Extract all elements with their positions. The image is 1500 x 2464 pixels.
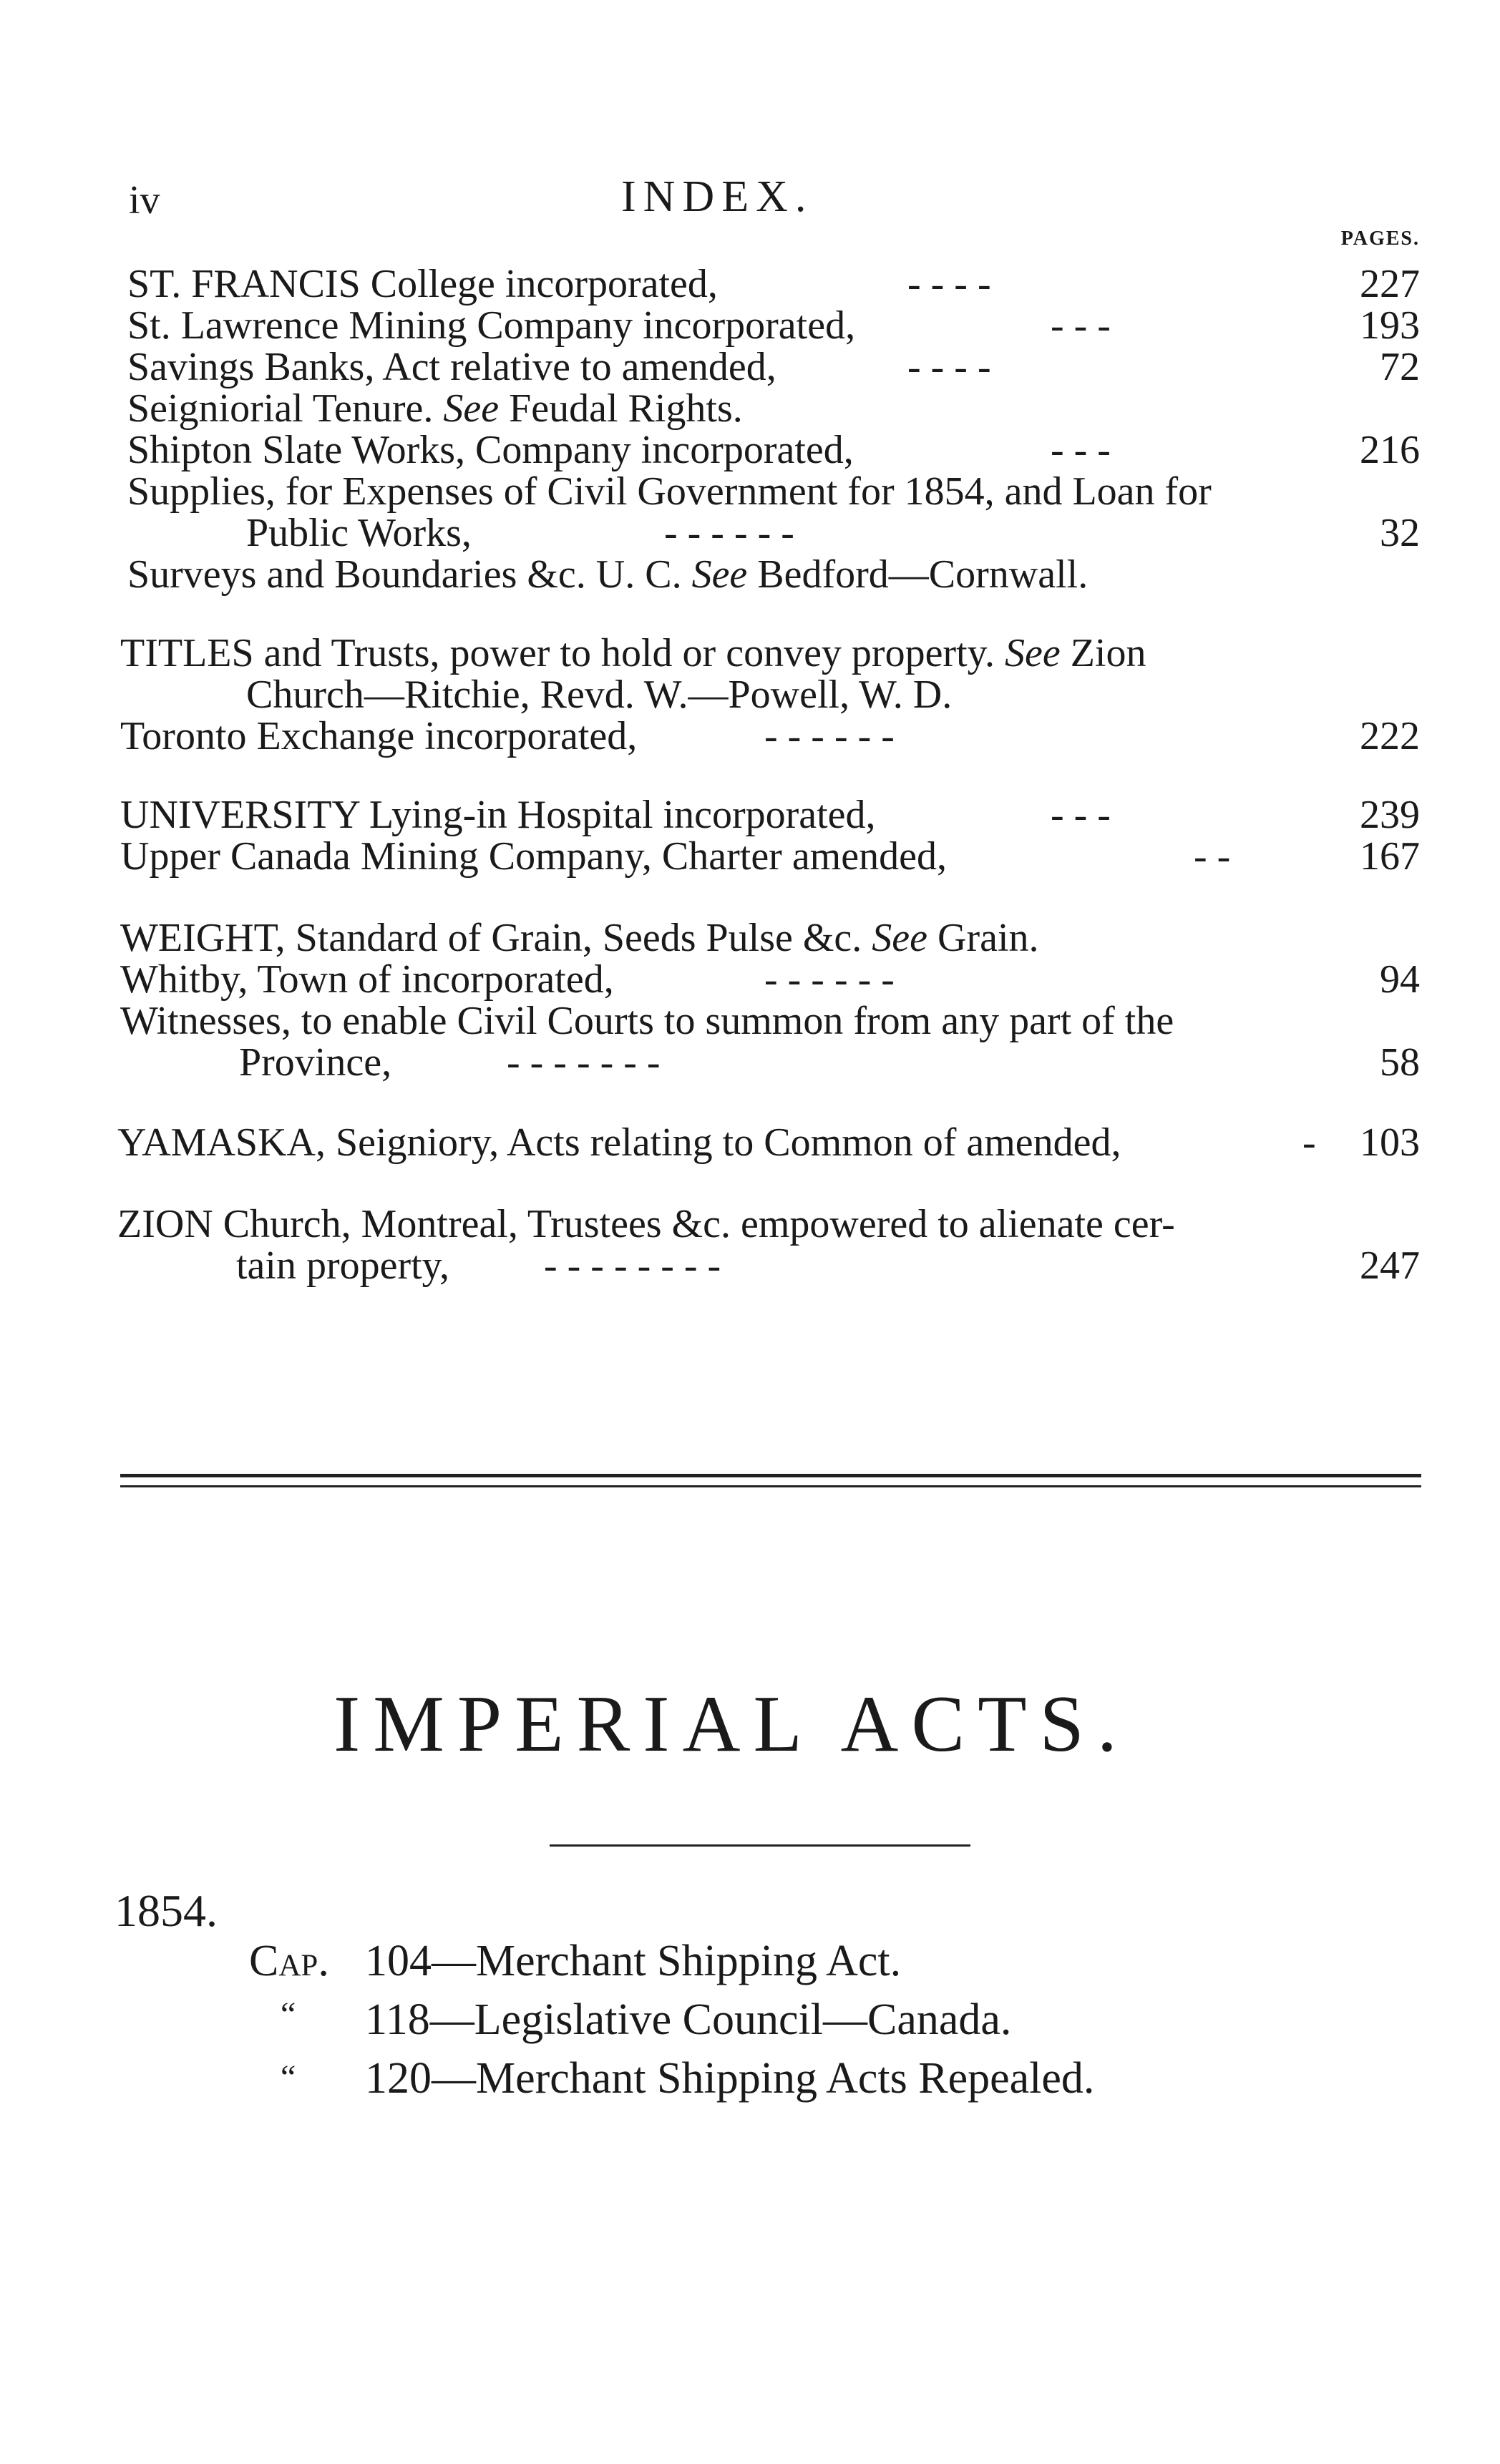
entry-continuation: Public Works,: [246, 511, 472, 555]
entry-text: Shipton Slate Works, Company incorporated,: [127, 428, 854, 472]
entry-text: Toronto Exchange incorporated,: [120, 714, 638, 758]
entry-continuation: Church—Ritchie, Revd. W.—Powell, W. D.: [246, 673, 953, 717]
double-rule-top: [120, 1474, 1421, 1477]
cap-entry: 104—Merchant Shipping Act.: [365, 1937, 902, 1985]
leader-dashes: - - - - - -: [764, 714, 895, 758]
leader-dashes: - - -: [1051, 428, 1111, 472]
page-ref: 32: [1380, 511, 1420, 555]
cross-reference: Bedford—Cornwall.: [747, 552, 1089, 597]
section-divider: [550, 1844, 970, 1847]
index-entry: [127, 388, 743, 429]
entry-text: Supplies, for Expenses of Civil Government for 1854, and Loan for: [127, 469, 1212, 514]
double-rule-bottom: [120, 1485, 1421, 1487]
index-entry: [120, 917, 1039, 959]
entry-text: ZION Church, Montreal, Trustees &c. empowered to alienate cer-: [117, 1202, 1175, 1246]
leader-dashes: - - - - - - -: [507, 1040, 661, 1085]
entry-text: Witnesses, to enable Civil Courts to summon from any part of the: [120, 999, 1174, 1043]
page-ref: 216: [1360, 428, 1420, 472]
page-ref: 193: [1360, 303, 1420, 348]
leader-dashes: - - -: [1051, 793, 1111, 837]
entry-text: WEIGHT, Standard of Grain, Seeds Pulse &c.: [120, 916, 872, 960]
page-ref: 72: [1380, 345, 1420, 389]
entry-text: Savings Banks, Act relative to amended,: [127, 345, 776, 389]
section-title: IMPERIAL ACTS.: [333, 1680, 1130, 1769]
entry-text: ST. FRANCIS College incorporated,: [127, 262, 718, 306]
ditto-mark: “: [281, 2058, 296, 2096]
year-label: 1854.: [115, 1885, 218, 1936]
leader-dashes: - - - - - -: [664, 511, 794, 555]
leader-dashes: - - - - - - - -: [544, 1243, 721, 1288]
entry-text: Surveys and Boundaries &c. U. C.: [127, 552, 692, 597]
leader-dashes: - - - -: [907, 262, 991, 306]
pages-column-label: PAGES.: [1340, 228, 1420, 250]
entry-text: Whitby, Town of incorporated,: [120, 957, 614, 1002]
index-entry: [127, 554, 1088, 595]
cross-reference: Grain.: [927, 916, 1039, 960]
entry-text: UNIVERSITY Lying-in Hospital incorporated,: [120, 793, 876, 837]
entry-continuation: Province,: [239, 1040, 392, 1085]
entry-text: YAMASKA, Seigniory, Acts relating to Common of amended,: [117, 1120, 1121, 1165]
leader-dashes: - - -: [1051, 303, 1111, 348]
page-ref: 247: [1360, 1243, 1420, 1288]
page-number: iv: [129, 178, 160, 223]
leader-dashes: - - - - - -: [764, 957, 895, 1002]
see-reference: See: [872, 916, 927, 960]
cap-entry: 120—Merchant Shipping Acts Repealed.: [365, 2054, 1095, 2103]
cross-reference: Zion: [1060, 631, 1146, 675]
ditto-mark: “: [281, 1995, 296, 2033]
page-title: INDEX.: [621, 172, 814, 221]
leader-dashes: -: [1302, 1120, 1316, 1165]
entry-text: Upper Canada Mining Company, Charter amended,: [120, 834, 947, 879]
see-reference: See: [691, 552, 748, 597]
see-reference: See: [1005, 631, 1061, 675]
page-ref: 58: [1380, 1040, 1420, 1085]
entry-text: Seigniorial Tenure.: [127, 386, 444, 431]
leader-dashes: - -: [1194, 834, 1231, 879]
cross-reference: Feudal Rights.: [499, 386, 743, 431]
page-ref: 167: [1360, 834, 1420, 879]
page-ref: 239: [1360, 793, 1420, 837]
cap-prefix: [249, 1936, 329, 1987]
page-ref: 103: [1360, 1120, 1420, 1165]
entry-continuation: tain property,: [236, 1243, 450, 1288]
cap-entry: 118—Legislative Council—Canada.: [365, 1995, 1012, 2044]
page-ref: 94: [1380, 957, 1420, 1002]
entry-text: [120, 632, 1146, 674]
page-ref: 227: [1360, 262, 1420, 306]
entry-text-part: TITLES and Trusts, power to hold or convey property.: [120, 631, 1005, 675]
leader-dashes: - - - -: [907, 345, 991, 389]
entry-text: St. Lawrence Mining Company incorporated,: [127, 303, 856, 348]
see-reference: See: [443, 386, 500, 431]
cap-label: Cap.: [249, 1937, 329, 1985]
page-ref: 222: [1360, 714, 1420, 758]
